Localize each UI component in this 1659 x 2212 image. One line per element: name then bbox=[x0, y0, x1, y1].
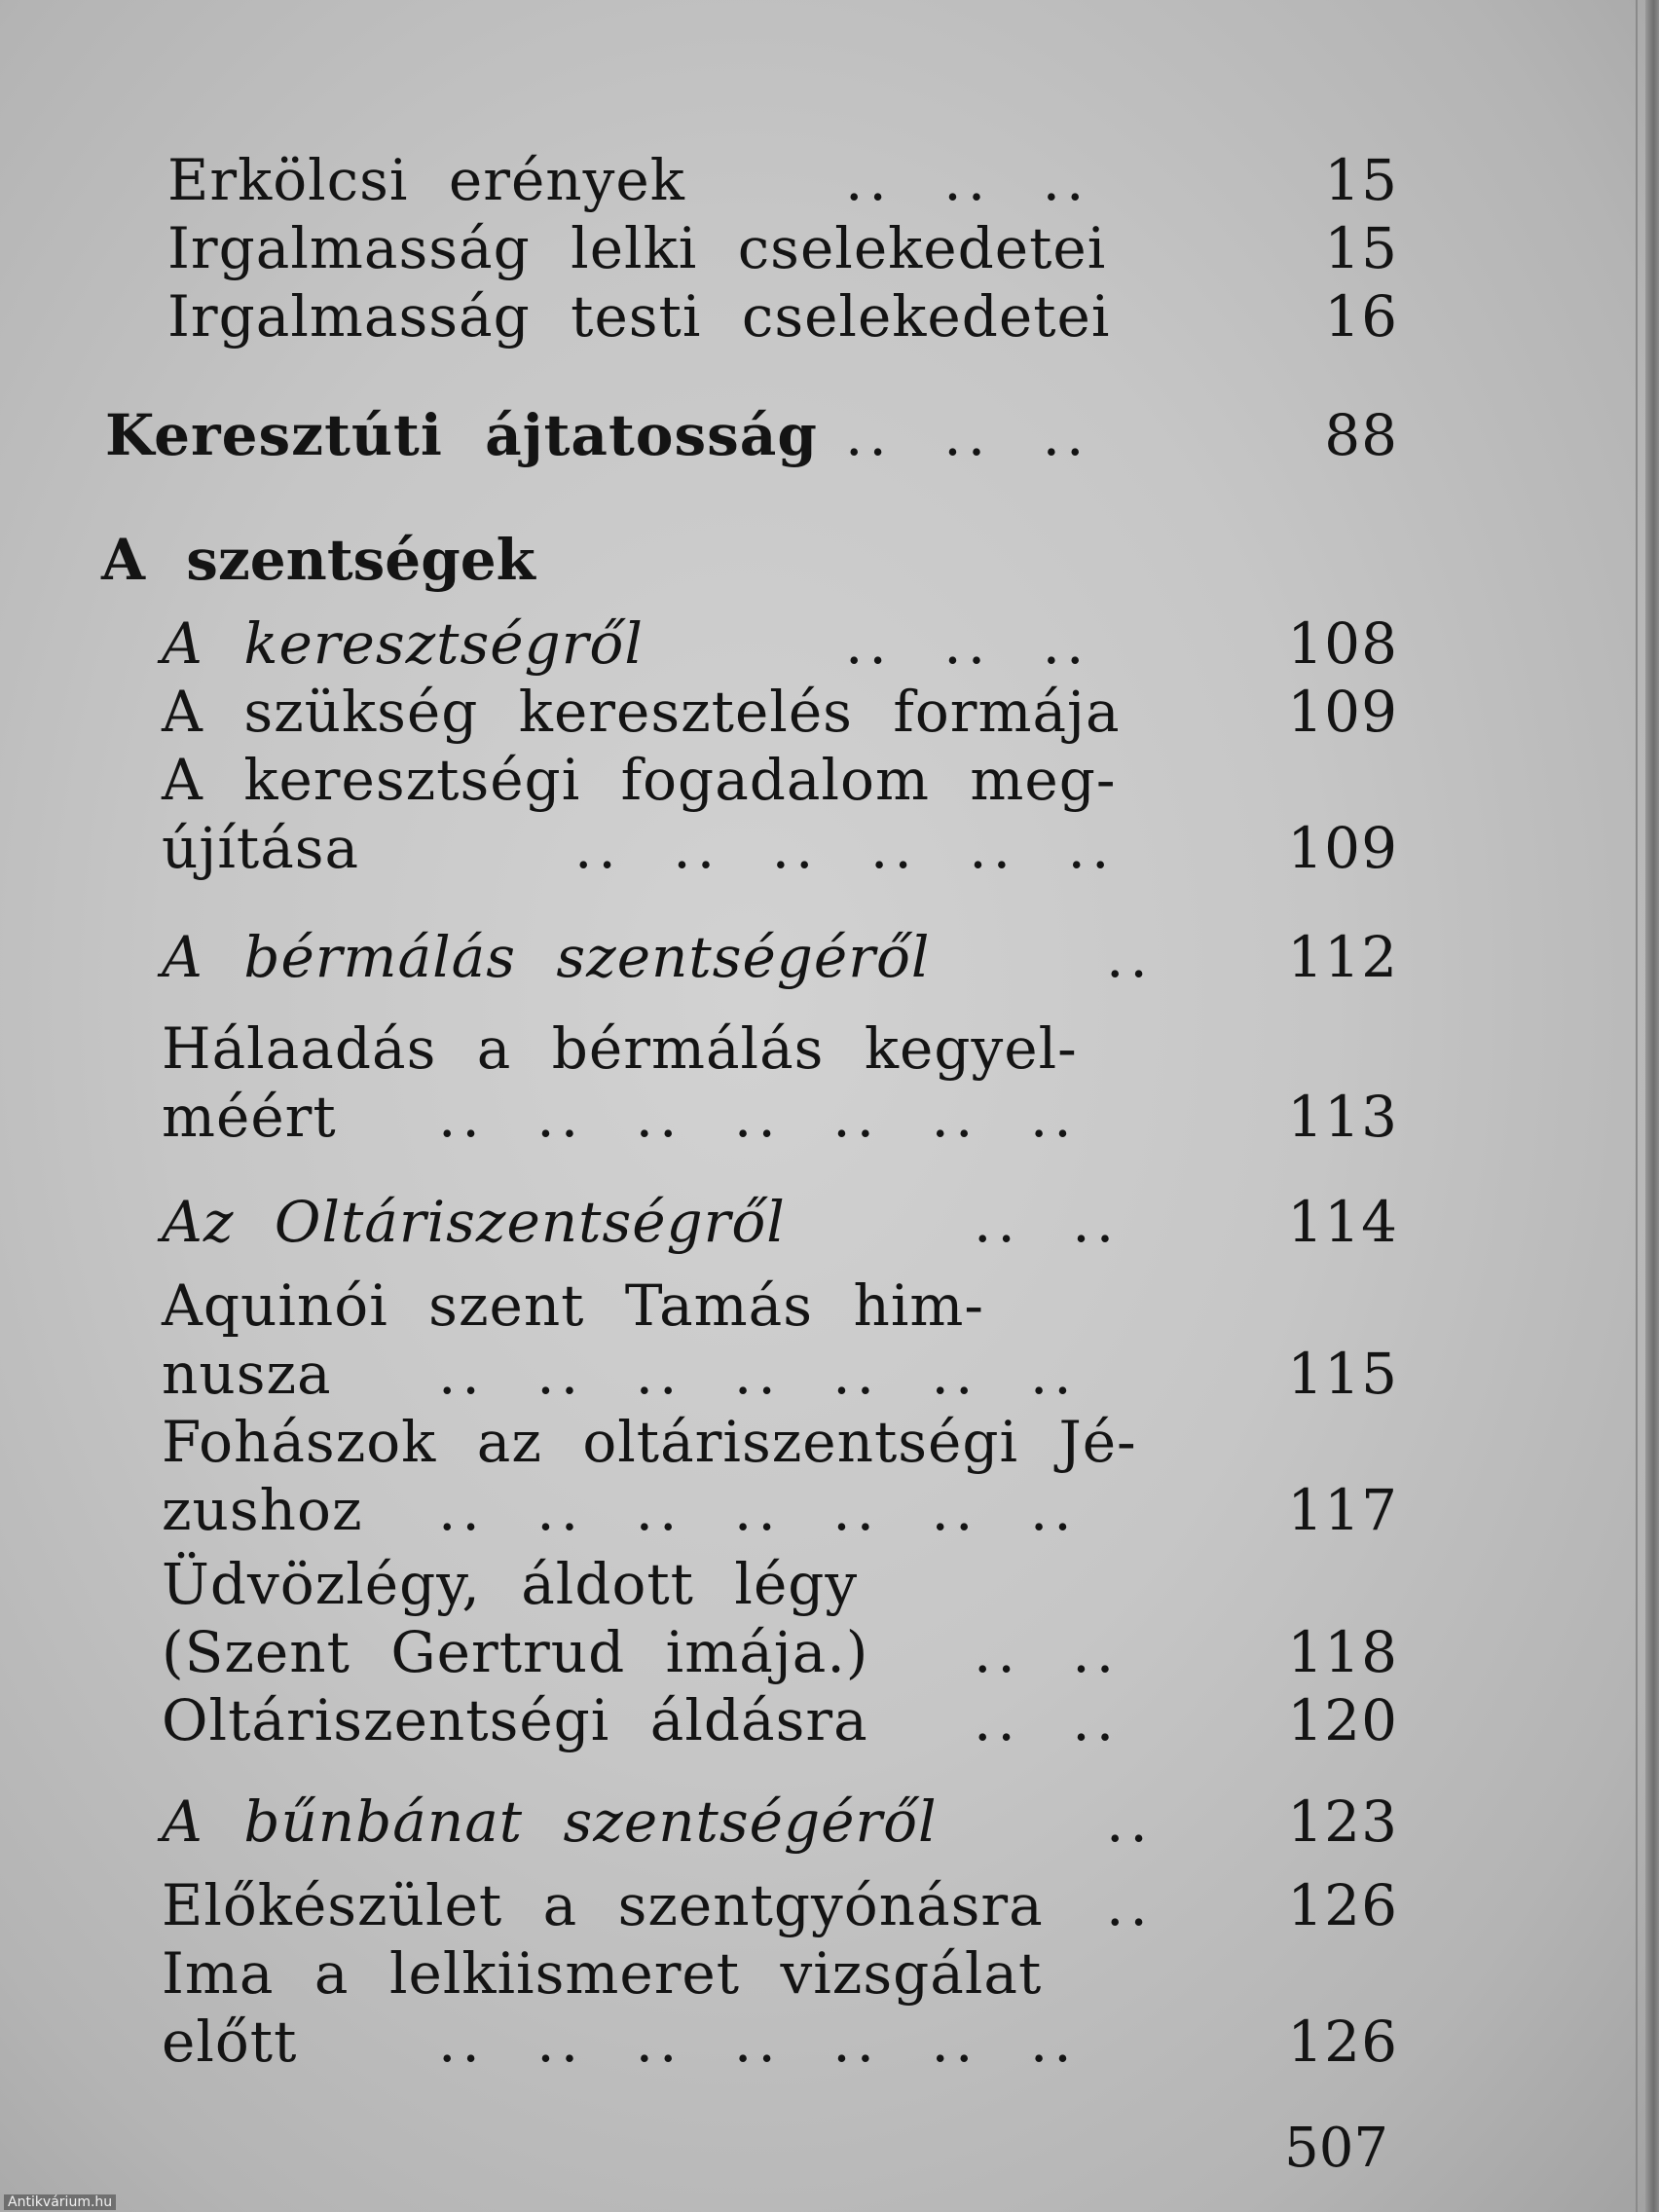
toc-entry-dots: .. .. bbox=[974, 1619, 1121, 1685]
toc-entry-title: Üdvözlégy, áldott légy bbox=[162, 1551, 859, 1617]
toc-entry-dots: .. .. .. bbox=[845, 402, 1090, 468]
toc-entry-page: 109 bbox=[1287, 679, 1398, 745]
toc-entry-title: A bérmálás szentségéről bbox=[162, 924, 931, 990]
toc-entry-dots: .. .. .. .. .. .. bbox=[574, 815, 1116, 881]
toc-entry-page: 115 bbox=[1287, 1341, 1398, 1407]
page-edge bbox=[1645, 0, 1659, 2212]
toc-entry-page: 123 bbox=[1287, 1788, 1398, 1855]
toc-entry-dots: .. .. .. .. .. .. .. bbox=[438, 1477, 1078, 1543]
toc-entry-title: Hálaadás a bérmálás kegyel- bbox=[162, 1015, 1078, 1082]
toc-entry-title: előtt bbox=[162, 2009, 298, 2075]
toc-entry-dots: .. .. .. .. .. .. .. bbox=[438, 2009, 1078, 2075]
toc-entry-page: 117 bbox=[1287, 1477, 1398, 1543]
watermark: Antikvárium.hu bbox=[4, 2194, 116, 2210]
toc-entry-page: 118 bbox=[1287, 1619, 1398, 1685]
page-number: 507 bbox=[1284, 2117, 1388, 2180]
toc-entry-page: 113 bbox=[1287, 1084, 1398, 1150]
toc-entry-dots: .. .. .. .. .. .. .. bbox=[438, 1084, 1078, 1150]
toc-entry-title: méért bbox=[162, 1084, 337, 1150]
toc-entry-title: Oltáriszentségi áldásra bbox=[162, 1687, 868, 1753]
toc-entry-page: 109 bbox=[1287, 815, 1398, 881]
toc-entry-dots: .. bbox=[1106, 1788, 1154, 1855]
toc-entry-title: Irgalmasság lelki cselekedetei bbox=[167, 215, 1107, 281]
toc-entry-title: Aquinói szent Tamás him- bbox=[162, 1272, 984, 1339]
toc-entry-dots: .. .. .. .. .. .. .. bbox=[438, 1341, 1078, 1407]
toc-entry-page: 15 bbox=[1324, 147, 1398, 213]
section-heading: A szentségek bbox=[101, 527, 535, 593]
toc-entry-dots: .. bbox=[1106, 1872, 1154, 1938]
toc-entry-title: nusza bbox=[162, 1341, 332, 1407]
toc-entry-title: Erkölcsi erények bbox=[167, 147, 685, 213]
toc-entry-dots: .. .. .. bbox=[845, 610, 1090, 677]
toc-entry-page: 126 bbox=[1287, 1872, 1398, 1938]
toc-entry-title: A szükség keresztelés formája bbox=[162, 679, 1121, 745]
toc-entry-page: 16 bbox=[1324, 283, 1398, 350]
toc-entry-title: Ima a lelkiismeret vizsgálat bbox=[162, 1940, 1043, 2007]
toc-entry-title: A keresztségi fogadalom meg- bbox=[162, 747, 1117, 813]
toc-entry-page: 108 bbox=[1287, 610, 1398, 677]
toc-entry-page: 15 bbox=[1324, 215, 1398, 281]
toc-entry-page: 88 bbox=[1324, 402, 1398, 468]
toc-entry-title: Az Oltáriszentségről bbox=[162, 1189, 786, 1255]
toc-entry-dots: .. bbox=[1106, 924, 1154, 990]
toc-entry-title: Előkészület a szentgyónásra bbox=[162, 1872, 1044, 1938]
page-edge-line bbox=[1636, 0, 1638, 2212]
toc-entry-title: A keresztségről bbox=[162, 610, 644, 677]
toc-entry-page: 120 bbox=[1287, 1687, 1398, 1753]
toc-entry-title: Fohászok az oltáriszentségi Jé- bbox=[162, 1409, 1137, 1475]
toc-entry-dots: .. .. bbox=[974, 1687, 1121, 1753]
toc-entry-page: 114 bbox=[1287, 1189, 1398, 1255]
toc-entry-page: 112 bbox=[1287, 924, 1398, 990]
toc-entry-dots: .. .. bbox=[974, 1189, 1121, 1255]
toc-entry-title: (Szent Gertrud imája.) bbox=[162, 1619, 869, 1685]
toc-entry-dots: .. .. .. bbox=[845, 147, 1090, 213]
toc-entry-title: Irgalmasság testi cselekedetei bbox=[167, 283, 1111, 350]
toc-entry-title: A bűnbánat szentségéről bbox=[162, 1788, 938, 1855]
toc-entry-title: újítása bbox=[162, 815, 360, 881]
toc-entry-title: Keresztúti ájtatosság bbox=[105, 402, 818, 468]
toc-entry-title: zushoz bbox=[162, 1477, 363, 1543]
toc-entry-page: 126 bbox=[1287, 2009, 1398, 2075]
